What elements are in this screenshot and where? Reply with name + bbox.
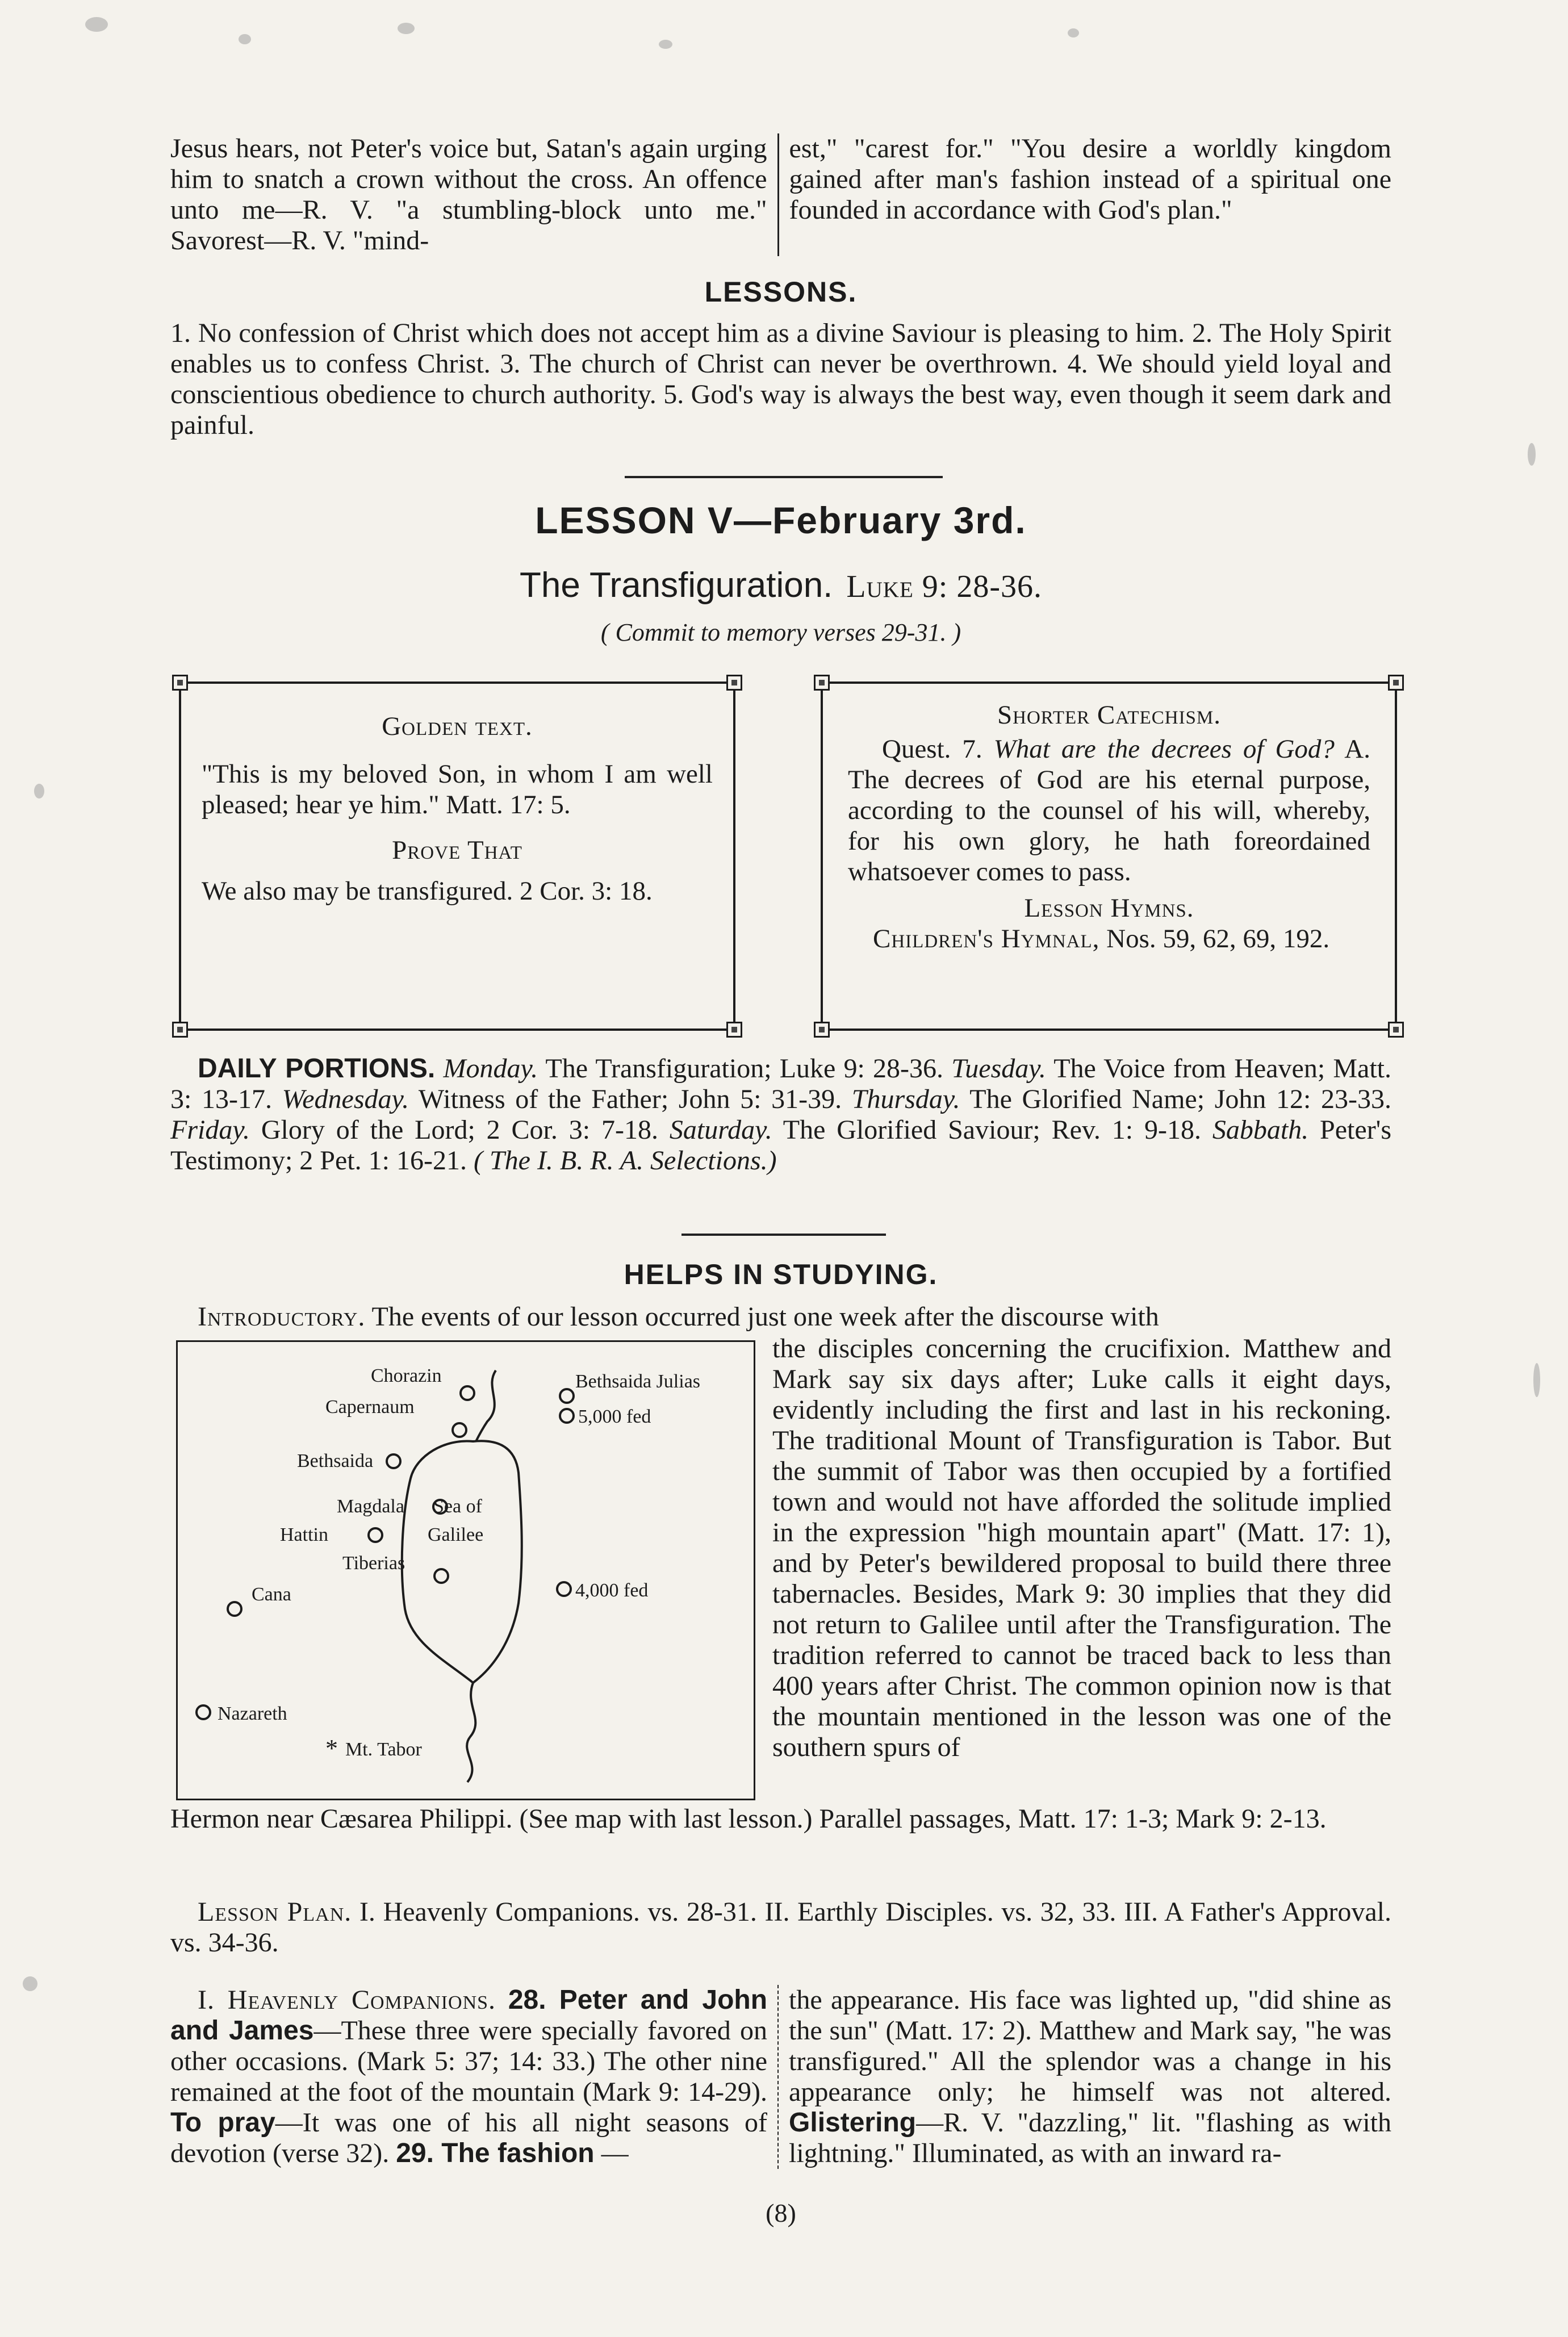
lesson-title (170, 499, 1391, 542)
companions-right-text: the appearance. His face was lighted up, "did shine as the sun" (Matt. 17: 2). Matthew and Mark say, "he was transfigured." All the splendor was a change in his appearance only; he himself was not altered. (789, 1985, 1391, 2107)
day-item (443, 1053, 951, 1084)
day-name: Thursday. (851, 1084, 960, 1114)
magdala-label: Magdala (337, 1496, 404, 1517)
top-fragment-right: est," "carest for." "You desire a worldly kingdom gained after man's fashion instead of a spiritual one founded in accordance with God's plan." (789, 133, 1391, 225)
chorazin-marker (461, 1386, 474, 1400)
companions-right (779, 1985, 1391, 2169)
divider (681, 1234, 886, 1236)
verse-28: 28. Peter and John and James (170, 1985, 768, 2046)
lesson-plan (170, 1897, 1391, 1958)
tiberias-marker (434, 1569, 448, 1583)
companions-left (170, 1985, 779, 2169)
corner-ornament (1388, 675, 1404, 691)
companions-text-1: —These three were specially favored on other occasions. (Mark 5: 37; 14: 33.) The other nine remained at the foot of the mountain (Mark 9: 14-29). (170, 2016, 768, 2107)
corner-ornament (172, 675, 188, 691)
scan-speck (34, 784, 44, 798)
bethsaida-label: Bethsaida (297, 1450, 374, 1471)
to-pray: To pray (170, 2108, 275, 2138)
capernaum-marker (453, 1423, 466, 1437)
golden-text-box (179, 682, 735, 1031)
day-name: Friday. (170, 1115, 250, 1145)
corner-ornament (172, 1022, 188, 1038)
fed-5000-label: 5,000 fed (578, 1406, 651, 1427)
top-fragment-left: Jesus hears, not Peter's voice but, Satan's again urging him to snatch a crown without the cross. An offence unto me—R. V. "a stumbling-block unto me." Savorest—R. V. "mind- (170, 133, 779, 256)
fed-5000-marker (560, 1409, 574, 1423)
hattin-marker (369, 1528, 382, 1542)
catechism-heading: Shorter Catechism. (997, 700, 1222, 730)
bethsaida-julias-marker (560, 1389, 574, 1403)
galilee-label: Galilee (428, 1524, 484, 1545)
day-text: The Glorified Name; John 12: 23-33. (960, 1084, 1392, 1114)
introductory-right-column: the disciples concerning the crucifixion. Matthew and Mark say six days after; Luke calls it eight days, evidently including the first and last in his reckoning. The traditional Mount of Transfiguration is Tabor. But the summit of Tabor was then occupied by a fortified town and would not have afforded the solitude implied in the expression "high mountain apart" (Matt. 17: 1), and by Peter's bewildered proposal to build there three tabernacles. Besides, Mark 9: 30 implies that they did not return to Galilee until after the Transfiguration. The tradition referred to cannot be traced back to less than 400 years after Christ. The common opinion now is that the mountain mentioned in the lesson was one of the southern spurs of (772, 1333, 1391, 1762)
day-name: Sabbath. (1212, 1115, 1309, 1145)
map-drawing (178, 1342, 754, 1799)
day-text: The Voice from Heaven; Matt. 3: 13-17. (170, 1053, 1392, 1114)
hymns-label: Children's Hymnal, (873, 924, 1100, 954)
jordan-river-north (476, 1370, 496, 1441)
cana-marker (228, 1602, 241, 1616)
companions-right-text-2: —R. V. "dazzling," lit. "flashing as with lightning." Illuminated, as with an inward ra- (789, 2108, 1391, 2168)
fed-4000-label: 4,000 fed (575, 1580, 649, 1601)
mt-tabor-label: Mt. Tabor (345, 1739, 422, 1760)
galilee-map (176, 1340, 755, 1800)
lesson-plan-text: I. Heavenly Companions. vs. 28-31. II. Earthly Disciples. vs. 32, 33. III. A Father's Approval. vs. 34-36. (170, 1897, 1392, 1958)
day-text: The Transfiguration; Luke 9: 28-36. (538, 1053, 952, 1084)
lessons-heading: LESSONS. (704, 276, 858, 308)
lesson-subject: The Transfiguration. (520, 566, 833, 605)
companions-text-2: —It was one of his all night seasons of devotion (verse 32). (170, 2108, 768, 2168)
day-text: The Glorified Saviour; Rev. 1: 9-18. (772, 1115, 1212, 1145)
introductory-continuation: Hermon near Cæsarea Philippi. (See map with last lesson.) Parallel passages, Matt. 17: 1-3; Mark 9: 2-13. (170, 1804, 1327, 1834)
scan-speck (1533, 1363, 1540, 1397)
scan-speck (85, 17, 108, 32)
lessons-text: 1. No confession of Christ which does not accept him as a divine Saviour is pleasing to him. 2. The Holy Spirit enables us to confess Christ. 3. The church of Christ can never be overthrown. 4. We should yield loyal and conscientious obedience to church authority. 5. God's way is always the best way, even though it seem dark and painful. (170, 318, 1391, 440)
lesson-plan-label: Lesson Plan. (198, 1897, 352, 1927)
daily-portions (170, 1053, 1391, 1176)
bethsaida-julias-label: Bethsaida Julias (575, 1371, 701, 1392)
day-text: Peter's Testimony; 2 Pet. 1: 16-21. (170, 1115, 1392, 1176)
day-name: Monday. (443, 1053, 538, 1084)
nazareth-label: Nazareth (218, 1703, 287, 1724)
answer-text: The decrees of God are his eternal purpose, according to the counsel of his will, whereby, for his own glory, he hath foreordained whatsoever comes to pass. (848, 765, 1370, 887)
verse-29: 29. The fashion (396, 2138, 595, 2168)
corner-ornament (814, 1022, 830, 1038)
day-text: Witness of the Father; John 5: 31-39. (409, 1084, 852, 1114)
cana-label: Cana (252, 1584, 291, 1605)
lesson-title-text: LESSON V—February 3rd. (535, 499, 1027, 541)
hymns-heading: Lesson Hymns. (1024, 893, 1194, 923)
sea-of-label: Sea of (433, 1496, 482, 1517)
hymns-line (848, 923, 1370, 954)
divider (625, 476, 943, 478)
scan-speck (1068, 28, 1079, 37)
commit-note: ( Commit to memory verses 29-31. ) (600, 618, 961, 646)
day-item (852, 1084, 1391, 1114)
day-name: Saturday. (669, 1115, 772, 1145)
daily-portions-label: DAILY PORTIONS. (198, 1053, 436, 1084)
introductory-label: Introductory. (198, 1302, 366, 1332)
glistering: Glistering (789, 2108, 917, 2138)
lesson-subject-line (170, 565, 1391, 605)
scan-speck (1528, 443, 1536, 466)
quest-text: What are the decrees of God? (993, 734, 1335, 764)
helps-heading: HELPS IN STUDYING. (624, 1259, 938, 1290)
introductory-first-line (170, 1302, 1391, 1332)
selections-note: ( The I. B. R. A. Selections.) (473, 1145, 777, 1176)
sea-of-galilee-shore (402, 1441, 522, 1683)
corner-ornament (814, 675, 830, 691)
catechism-box (821, 682, 1397, 1031)
scan-speck (23, 1976, 37, 1991)
day-text: Glory of the Lord; 2 Cor. 3: 7-18. (250, 1115, 670, 1145)
companions-text-3: — (594, 2138, 629, 2168)
introductory-line1: The events of our lesson occurred just one week after the discourse with (371, 1302, 1159, 1332)
answer-label: A. (1344, 734, 1370, 764)
page-number: (8) (766, 2198, 796, 2227)
golden-text-verse: "This is my beloved Son, in whom I am well pleased; hear ye him." Matt. 17: 5. (202, 759, 713, 820)
golden-text-heading: Golden text. (382, 712, 533, 741)
prove-that-text: We also may be transfigured. 2 Cor. 3: 18. (202, 876, 653, 906)
capernaum-label: Capernaum (325, 1397, 415, 1418)
chorazin-label: Chorazin (371, 1365, 442, 1386)
day-item (670, 1115, 1212, 1145)
scan-speck (659, 40, 672, 49)
day-item (282, 1084, 852, 1114)
scan-speck (398, 23, 415, 34)
companions-section (170, 1985, 1391, 2169)
prove-that-heading: Prove That (392, 835, 522, 865)
top-fragment (170, 133, 1391, 256)
bethsaida-marker (387, 1454, 400, 1468)
jordan-river-south (467, 1683, 475, 1782)
day-name: Wednesday. (282, 1084, 409, 1114)
hymns-text: Nos. 59, 62, 69, 192. (1106, 924, 1330, 954)
catechism-question (848, 734, 1370, 887)
corner-ornament (726, 675, 742, 691)
lesson-reference: Luke 9: 28-36. (846, 569, 1042, 604)
fed-4000-marker (557, 1582, 571, 1596)
tiberias-label: Tiberias (342, 1553, 405, 1574)
hattin-label: Hattin (280, 1524, 328, 1545)
corner-ornament (1388, 1022, 1404, 1038)
day-item (170, 1115, 670, 1145)
quest-label: Quest. 7. (882, 734, 982, 764)
companions-label: I. Heavenly Companions. (198, 1985, 496, 2015)
day-name: Tuesday. (951, 1053, 1046, 1084)
nazareth-marker (196, 1705, 210, 1719)
mt-tabor-asterisk: * (325, 1734, 338, 1762)
corner-ornament (726, 1022, 742, 1038)
scan-speck (239, 34, 251, 44)
